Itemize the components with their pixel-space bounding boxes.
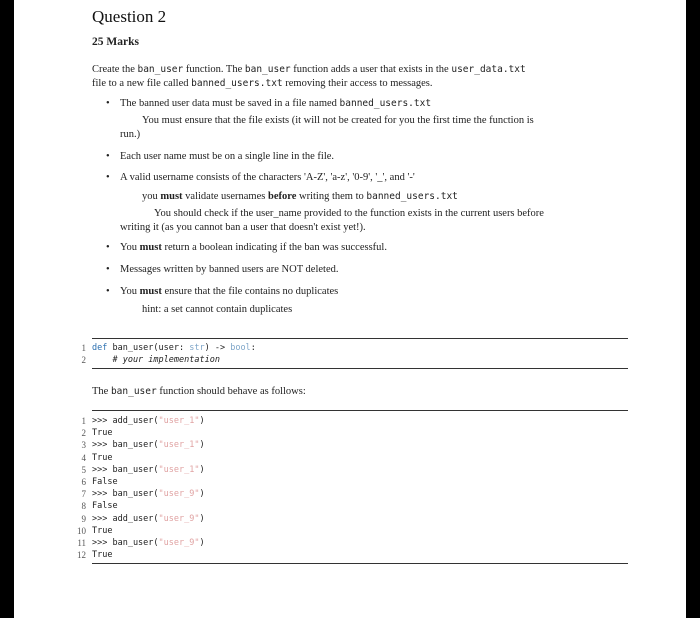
code-output: True: [92, 452, 113, 463]
code-text: ): [199, 464, 205, 475]
line-number: 3: [81, 440, 86, 451]
code-text: ) ->: [204, 343, 231, 353]
code-string: "user_1": [158, 416, 200, 426]
document-page: [14, 0, 686, 618]
code-block-rule: [92, 410, 628, 411]
code-line: [92, 501, 118, 511]
code-output: True: [92, 428, 113, 439]
code-line: [92, 428, 112, 438]
code-call: >>> add_user(: [92, 513, 159, 524]
line-number: 6: [81, 477, 86, 487]
bullet-subtext: You should check if the user_name provided to the function exists in the current users before: [154, 208, 544, 219]
code-line: [92, 477, 118, 487]
code-line: [92, 416, 205, 426]
line-number: 4: [81, 452, 86, 463]
line-number: 1: [81, 416, 86, 426]
code-block-rule: [92, 338, 628, 339]
intro-text: Create the: [92, 64, 138, 75]
code-output: True: [92, 550, 113, 561]
subtext-part: writing them to: [296, 191, 367, 202]
code-output: True: [92, 525, 113, 536]
code-type: str: [189, 343, 205, 353]
bullet-dot: •: [106, 264, 110, 275]
code-call: >>> ban_user(: [92, 538, 159, 548]
subtext-emphasis: before: [267, 191, 297, 202]
behaviour-text: The: [92, 386, 111, 397]
bullet-subtext: [142, 190, 458, 204]
code-text: ): [199, 489, 205, 500]
code-call: >>> ban_user(: [92, 440, 159, 451]
code-line: [92, 453, 112, 463]
bullet-emphasis: must: [139, 242, 162, 253]
code-line: [92, 489, 205, 499]
bullet-text: return a boolean indicating if the ban was successful.: [161, 242, 387, 253]
bullet-dot: •: [106, 286, 110, 297]
intro-function-name: ban_user: [244, 64, 291, 75]
line-number: 12: [77, 550, 86, 561]
code-type: bool: [230, 343, 251, 353]
bullet-emphasis: must: [139, 286, 162, 297]
bullet-text: You: [120, 242, 140, 253]
code-line: [92, 514, 205, 524]
line-number: 2: [81, 355, 86, 365]
bullet-text: Each user name must be on a single line in the file.: [120, 151, 335, 162]
code-line: [92, 465, 205, 475]
code-string: "user_1": [158, 440, 200, 451]
intro-function-name: ban_user: [137, 64, 184, 75]
behaviour-function-name: ban_user: [110, 386, 157, 397]
behaviour-text: function should behave as follows:: [156, 386, 306, 397]
code-line: [92, 343, 256, 353]
behaviour-intro: [92, 386, 306, 397]
subtext-filename: banned_users.txt: [366, 191, 458, 202]
line-number: 8: [81, 501, 86, 512]
intro-text: function adds a user that exists in the: [290, 64, 452, 75]
code-line: [92, 526, 112, 536]
code-text: ban_user(user:: [107, 343, 190, 353]
bullet-subtext: run.): [120, 129, 141, 140]
bullet-hint: hint: a set cannot contain duplicates: [142, 304, 293, 315]
bullet-text: Messages written by banned users are NOT deleted.: [120, 264, 339, 275]
code-call: >>> ban_user(: [92, 464, 159, 475]
code-line: [92, 550, 112, 560]
code-call: >>> add_user(: [92, 416, 159, 426]
code-block-rule: [92, 563, 628, 564]
code-string: "user_9": [158, 513, 200, 524]
code-line: [92, 538, 205, 548]
code-string: "user_9": [158, 489, 200, 500]
line-number: 2: [81, 428, 86, 439]
bullet-text: You: [120, 286, 140, 297]
code-text: ): [199, 513, 205, 524]
intro-text: function. The: [183, 64, 245, 75]
bullet-dot: •: [106, 98, 110, 109]
line-number: 7: [81, 489, 86, 500]
code-output: False: [92, 477, 118, 487]
bullet-text: A valid username consists of the characters 'A-Z', 'a-z', '0-9', '_', and '-': [120, 172, 415, 183]
intro-filename: banned_users.txt: [191, 78, 283, 89]
bullet-dot: •: [106, 242, 110, 253]
subtext-emphasis: must: [160, 191, 183, 202]
bullet-dot: •: [106, 172, 110, 183]
bullet-text: The banned user data must be saved in a file named: [120, 98, 340, 109]
code-output: False: [92, 501, 118, 512]
bullet-subtext: writing it (as you cannot ban a user that doesn't exist yet!).: [120, 222, 366, 233]
code-text: ): [199, 538, 205, 548]
code-block-rule: [92, 368, 628, 369]
code-text: ): [199, 440, 205, 451]
code-comment: # your implementation: [92, 355, 220, 365]
code-string: "user_9": [158, 538, 200, 548]
code-string: "user_1": [158, 464, 200, 475]
code-keyword: def: [92, 343, 108, 353]
line-number: 1: [81, 343, 86, 353]
subtext-part: you: [142, 191, 161, 202]
line-number: 9: [81, 513, 86, 524]
question-title: Question 2: [92, 7, 167, 26]
intro-filename: user_data.txt: [451, 64, 526, 75]
line-number: 11: [77, 538, 86, 548]
line-number: 5: [81, 464, 86, 475]
line-number: 10: [77, 525, 86, 536]
bullet-text: ensure that the file contains no duplicates: [161, 286, 339, 297]
subtext-part: validate usernames: [182, 191, 268, 202]
code-text: ): [199, 416, 205, 426]
bullet-filename: banned_users.txt: [339, 98, 432, 109]
code-text: :: [250, 343, 256, 353]
question-intro: [92, 63, 628, 91]
code-call: >>> ban_user(: [92, 489, 159, 500]
bullet-dot: •: [106, 151, 110, 162]
code-line: [92, 440, 205, 450]
intro-text: removing their access to messages.: [282, 78, 433, 89]
bullet-subtext: You must ensure that the file exists (it will not be created for you the first time the function is: [142, 115, 534, 126]
intro-text: file to a new file called: [92, 78, 192, 89]
question-marks: 25 Marks: [92, 36, 139, 48]
